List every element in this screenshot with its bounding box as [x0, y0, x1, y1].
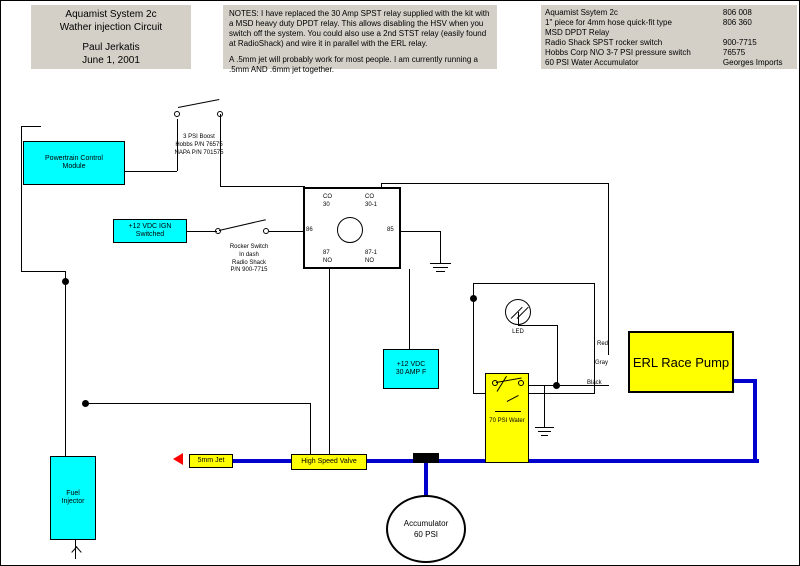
- wire-rocker-to-relay86: [269, 231, 305, 232]
- wire-left-vertical: [21, 126, 22, 271]
- rocker-switch-label: Rocker Switch In dash Radio Shack P/N 900-7715: [229, 244, 269, 274]
- wire-injector-to-hsv-h: [85, 403, 311, 404]
- wire-label-black: Black: [587, 380, 602, 386]
- wire-relay-to-hsv: [329, 269, 330, 461]
- part-number: 806 360: [722, 18, 752, 27]
- parts-list-table: [545, 8, 793, 68]
- hsv-label: High Speed Valve: [301, 457, 357, 465]
- part-name: Aquamist Ssytem 2c: [545, 8, 618, 17]
- relay-terminal-87: 87: [323, 250, 330, 256]
- relay-terminal-co1: CO: [365, 194, 374, 200]
- ground-symbol-bar3: [436, 271, 445, 272]
- wire-right-vertical-to-pump: [608, 183, 609, 355]
- junction-dot: [470, 295, 477, 302]
- relay-terminal-87-1: 87-1: [365, 250, 378, 256]
- table-row: [545, 28, 793, 38]
- part-name: 1" piece for 4mm hose quick-fit type: [545, 18, 672, 27]
- accumulator-label-1: Accumulator: [403, 518, 449, 528]
- wire-ps-ground-vertical: [544, 385, 545, 427]
- wire-pcm-right: [125, 171, 177, 172]
- relay-terminal-85: 85: [387, 227, 394, 233]
- title-line-2: Wather injection Circuit: [59, 21, 163, 33]
- wire-led-down: [518, 312, 519, 325]
- part-name: 60 PSI Water Accumulator: [545, 58, 639, 67]
- part-number: Georges Imports: [722, 58, 783, 67]
- boost-switch-label: 3 PSI Boost Hobbs P/N 76575 NAPA P/N 701575: [174, 134, 224, 156]
- rocker-switch-blade: [219, 219, 266, 231]
- wire-pcm-top-stub: [21, 126, 41, 127]
- wire-injector-vertical: [65, 271, 66, 456]
- relay-terminal-no-1: NO: [365, 258, 374, 264]
- wire-label-red: Red: [597, 341, 609, 347]
- led-label: LED: [512, 329, 524, 335]
- relay-terminal-30-1: 30-1: [365, 202, 378, 208]
- fuse-30amp[interactable]: [383, 349, 439, 389]
- ps-terminal-right: [518, 380, 524, 386]
- wire-ground-vertical: [440, 231, 441, 263]
- wire-relay-to-fuse: [409, 269, 410, 349]
- part-name: Radio Shack SPST rocker switch: [545, 38, 663, 47]
- ground2-bar1: [535, 427, 554, 428]
- notes-paragraph-1: NOTES: I have replaced the 30 Amp SPST relay supplied with the kit with a MSD heavy duty DPDT relay. This allows disabling the HSV when you switch off the system. You could also use a 2nd STST relay (easily found at RadioShack) and wire it in parallel with the ERL relay.: [229, 9, 490, 48]
- part-number: 900-7715: [722, 38, 757, 47]
- water-line-accumulator-drop: [424, 459, 428, 499]
- relay-coil-circle: [337, 217, 363, 243]
- table-row: [545, 8, 793, 18]
- wire-spacer-4: [85, 403, 86, 405]
- jet-5mm[interactable]: [189, 454, 233, 468]
- water-line-main: [197, 456, 759, 464]
- table-row: [545, 38, 793, 48]
- ground-symbol-bar1: [430, 263, 451, 264]
- notes-paragraph-2: A .5mm jet will probably work for most people. I am currently running a .5mm AND .6mm jet together.: [229, 55, 478, 74]
- wire-label-gray: Gray: [595, 360, 609, 366]
- part-name: Hobbs Corp N\O 3-7 PSI pressure switch: [545, 48, 691, 57]
- notes-block: [223, 5, 497, 74]
- wire-ign-to-rocker: [187, 231, 217, 232]
- wire-led-right-vertical: [594, 283, 595, 393]
- boost-switch-terminal-left: [174, 111, 180, 117]
- part-number: [713, 28, 793, 38]
- ground-symbol-bar2: [433, 267, 448, 268]
- water-accumulator[interactable]: [386, 495, 466, 563]
- part-number: 806 008: [722, 8, 752, 17]
- wire-top-right-run: [381, 183, 609, 184]
- wire-led-right-down: [557, 325, 558, 385]
- wire-boost-to-relay-h: [220, 186, 305, 187]
- author-name: Paul Jerkatis: [82, 42, 140, 53]
- table-row: [545, 48, 793, 58]
- ps-symbol-base: [495, 411, 521, 412]
- wire-85-to-ground: [401, 231, 441, 232]
- table-row: [545, 18, 793, 28]
- relay-terminal-co: CO: [323, 194, 332, 200]
- parts-list-block: [541, 5, 797, 69]
- table-row: [545, 58, 793, 68]
- water-line-right-vertical: [753, 381, 757, 463]
- fuel-injector[interactable]: [50, 456, 96, 540]
- wire-left-bottom: [21, 271, 66, 272]
- accumulator-label-2: 60 PSI: [413, 530, 438, 539]
- ground2-bar3: [541, 435, 548, 436]
- jet-label: 5mm Jet: [197, 456, 225, 464]
- ground2-bar2: [538, 431, 551, 432]
- wire-led-top: [473, 283, 595, 284]
- part-name: MSD DPDT Relay: [545, 28, 610, 37]
- fuel-injector-label: Fuel Injector: [61, 489, 85, 505]
- title-line-1: Aquamist System 2c: [65, 9, 157, 20]
- powertrain-control-module[interactable]: [23, 141, 125, 185]
- water-flow-arrow: [173, 453, 183, 465]
- injector-arrow-head-right: [76, 546, 82, 553]
- high-speed-valve[interactable]: [291, 454, 367, 470]
- pressure-switch-label: 70 PSI Water: [489, 418, 525, 424]
- relay-terminal-30: 30: [323, 202, 330, 208]
- boost-switch-blade: [178, 99, 219, 108]
- title-block: [31, 5, 191, 69]
- erl-race-pump[interactable]: [628, 331, 734, 393]
- junction-dot: [62, 278, 69, 285]
- erl-pump-label: ERL Race Pump: [632, 354, 730, 370]
- wire-led-to-right: [518, 325, 558, 326]
- relay-terminal-86: 86: [306, 227, 313, 233]
- tee-fitting: [413, 453, 439, 463]
- wire-hsv-drop: [310, 403, 311, 461]
- ign-switched-label: +12 VDC IGN Switched: [128, 222, 172, 238]
- part-number: 76575: [722, 48, 746, 57]
- document-date: June 1, 2001: [82, 54, 140, 66]
- relay-terminal-no: NO: [323, 258, 332, 264]
- wire-relay-top-stub: [381, 183, 382, 189]
- fuse-label: +12 VDC 30 AMP F: [395, 360, 427, 376]
- pcm-label: Powertrain Control Module: [45, 154, 103, 170]
- ign-switched-supply[interactable]: [113, 219, 187, 243]
